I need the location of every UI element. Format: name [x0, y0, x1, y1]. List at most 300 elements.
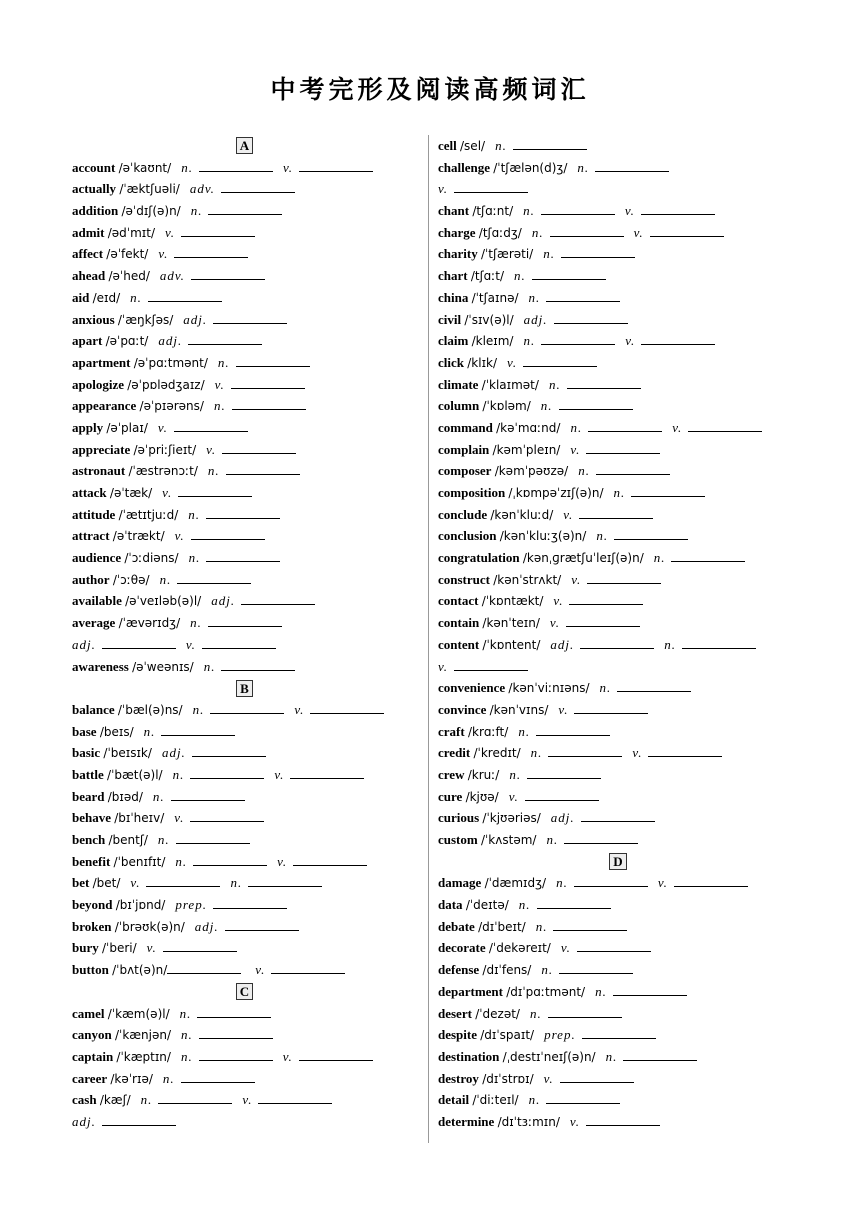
- vocab-word: desert: [438, 1005, 472, 1021]
- vocab-word: chant: [438, 203, 470, 219]
- answer-blank[interactable]: [177, 570, 251, 584]
- vocab-phonetic: /ˈdekəreɪt/: [488, 941, 551, 956]
- vocab-entry: [72, 265, 417, 287]
- answer-blank[interactable]: [176, 830, 250, 844]
- vocab-word: cash: [72, 1092, 97, 1108]
- answer-blank[interactable]: [546, 1090, 620, 1104]
- vocab-word: aid: [72, 289, 90, 305]
- part-of-speech: adj.: [183, 311, 208, 327]
- part-of-speech: adj.: [550, 636, 575, 652]
- answer-blank[interactable]: [674, 873, 748, 887]
- vocab-phonetic: /tʃɑːnt/: [472, 204, 514, 219]
- vocab-phonetic: /ˈætɪtjuːd/: [118, 507, 179, 522]
- part-of-speech: n.: [664, 636, 677, 652]
- vocab-phonetic: /ˌdestɪˈneɪʃ(ə)n/: [502, 1049, 596, 1064]
- vocab-entry: [72, 309, 417, 331]
- vocab-phonetic: /bɪˈheɪv/: [114, 811, 165, 826]
- answer-blank[interactable]: [191, 266, 265, 280]
- answer-blank[interactable]: [299, 1047, 373, 1061]
- vocab-phonetic: /əˈdɪʃ(ə)n/: [121, 204, 181, 219]
- part-of-speech: v.: [563, 506, 574, 522]
- answer-blank[interactable]: [595, 158, 669, 172]
- answer-blank[interactable]: [525, 787, 599, 801]
- vocab-word: debate: [438, 918, 475, 934]
- part-of-speech: v.: [508, 788, 519, 804]
- vocab-word: destroy: [438, 1070, 479, 1086]
- answer-blank[interactable]: [293, 852, 367, 866]
- vocab-phonetic: /bet/: [92, 876, 121, 891]
- answer-blank[interactable]: [181, 223, 255, 237]
- part-of-speech: adv.: [189, 181, 215, 197]
- answer-blank[interactable]: [648, 743, 722, 757]
- vocab-entry: [438, 417, 798, 439]
- vocab-entry: [72, 916, 417, 938]
- vocab-entry: [438, 786, 798, 808]
- part-of-speech: adj.: [194, 918, 219, 934]
- part-of-speech: n.: [528, 1092, 541, 1108]
- answer-blank[interactable]: [210, 700, 284, 714]
- part-of-speech: n.: [543, 246, 555, 262]
- part-of-speech: n.: [605, 1048, 618, 1064]
- vocab-entry: [438, 569, 798, 591]
- answer-blank[interactable]: [167, 960, 241, 974]
- vocab-word: cell: [438, 138, 457, 153]
- answer-blank[interactable]: [582, 1025, 656, 1039]
- part-of-speech: n.: [192, 701, 205, 717]
- vocab-word: click: [438, 354, 464, 370]
- vocab-phonetic: /ˈberi/: [101, 941, 137, 956]
- vocab-word: charity: [438, 246, 478, 262]
- part-of-speech: n.: [162, 1070, 175, 1086]
- vocab-phonetic: /ˈbrəʊk(ə)n/: [114, 919, 185, 934]
- vocab-entry: [438, 243, 798, 265]
- vocab-word: ahead: [72, 268, 106, 284]
- part-of-speech: n.: [548, 376, 561, 392]
- answer-blank[interactable]: [258, 1090, 332, 1104]
- part-of-speech: v.: [569, 1113, 580, 1129]
- answer-blank[interactable]: [225, 917, 299, 931]
- answer-blank[interactable]: [553, 917, 627, 931]
- vocab-entry: [438, 200, 798, 222]
- answer-blank[interactable]: [206, 505, 280, 519]
- answer-blank[interactable]: [541, 201, 615, 215]
- answer-blank[interactable]: [226, 461, 300, 475]
- answer-blank[interactable]: [171, 787, 245, 801]
- answer-blank[interactable]: [221, 179, 295, 193]
- vocab-entry: [438, 178, 798, 200]
- part-of-speech: n.: [230, 875, 243, 891]
- part-of-speech: v.: [543, 1070, 554, 1086]
- answer-blank[interactable]: [290, 765, 364, 779]
- part-of-speech: v.: [507, 354, 518, 370]
- answer-blank[interactable]: [560, 1069, 634, 1083]
- vocab-word: contain: [438, 615, 480, 631]
- part-of-speech: n.: [531, 224, 544, 240]
- vocab-word: destination: [438, 1048, 500, 1064]
- answer-blank[interactable]: [248, 873, 322, 887]
- answer-blank[interactable]: [574, 700, 648, 714]
- answer-blank[interactable]: [532, 266, 606, 280]
- answer-blank[interactable]: [221, 657, 295, 671]
- answer-blank[interactable]: [527, 765, 601, 779]
- vocab-entry: [438, 265, 798, 287]
- vocab-word: apart: [72, 333, 103, 349]
- answer-blank[interactable]: [197, 1004, 271, 1018]
- vocab-phonetic: /kruː/: [467, 767, 500, 782]
- part-of-speech: n.: [175, 853, 188, 869]
- answer-blank[interactable]: [566, 613, 640, 627]
- answer-blank[interactable]: [174, 418, 248, 432]
- answer-blank[interactable]: [213, 895, 287, 909]
- vocab-word: account: [72, 159, 116, 175]
- answer-blank[interactable]: [650, 223, 724, 237]
- answer-blank[interactable]: [102, 635, 176, 649]
- part-of-speech: v.: [185, 636, 196, 652]
- part-of-speech: v.: [672, 419, 683, 435]
- vocab-entry: [438, 525, 798, 547]
- vocab-word: content: [438, 636, 480, 652]
- answer-blank[interactable]: [222, 440, 296, 454]
- vocab-word: attitude: [72, 506, 116, 522]
- vocab-entry: [438, 222, 798, 244]
- answer-blank[interactable]: [561, 244, 635, 258]
- answer-blank[interactable]: [586, 1112, 660, 1126]
- part-of-speech: v.: [438, 181, 449, 197]
- vocab-entry: [72, 1111, 417, 1133]
- vocab-word: despite: [438, 1027, 477, 1043]
- vocab-phonetic: /ˈdeɪtə/: [465, 898, 509, 913]
- vocab-phonetic: /ˈdæmɪdʒ/: [484, 876, 547, 891]
- vocab-word: base: [72, 723, 97, 739]
- vocab-entry: [438, 1111, 798, 1133]
- vocab-entry: [438, 634, 798, 656]
- vocab-word: audience: [72, 550, 122, 566]
- answer-blank[interactable]: [199, 1047, 273, 1061]
- vocab-phonetic: /ˈævərɪdʒ/: [118, 616, 181, 631]
- answer-blank[interactable]: [454, 657, 528, 671]
- answer-blank[interactable]: [146, 873, 220, 887]
- part-of-speech: n.: [217, 354, 230, 370]
- vocab-entry: [438, 807, 798, 829]
- vocab-word: button: [72, 962, 109, 978]
- vocab-word: custom: [438, 832, 478, 847]
- answer-blank[interactable]: [613, 982, 687, 996]
- vocab-entry: [438, 1046, 798, 1068]
- answer-blank[interactable]: [586, 440, 660, 454]
- vocab-phonetic: /bɪˈjɒnd/: [115, 898, 166, 913]
- vocab-entry: [72, 786, 417, 808]
- vocab-word: damage: [438, 875, 482, 891]
- part-of-speech: v.: [549, 615, 560, 631]
- vocab-phonetic: /ədˈmɪt/: [107, 225, 155, 240]
- part-of-speech: n.: [613, 485, 626, 500]
- part-of-speech: n.: [653, 550, 666, 566]
- answer-blank[interactable]: [299, 158, 373, 172]
- answer-blank[interactable]: [567, 375, 641, 389]
- vocab-phonetic: /kəmˈpleɪn/: [492, 442, 561, 457]
- answer-blank[interactable]: [231, 375, 305, 389]
- part-of-speech: v.: [633, 224, 644, 240]
- answer-blank[interactable]: [190, 765, 264, 779]
- vocab-entry: [72, 157, 417, 179]
- answer-blank[interactable]: [574, 873, 648, 887]
- part-of-speech: n.: [179, 1005, 192, 1021]
- vocab-entry: [72, 330, 417, 352]
- part-of-speech: v.: [174, 528, 185, 544]
- vocab-phonetic: /ˈtʃælən(d)ʒ/: [493, 160, 568, 175]
- vocab-word: column: [438, 398, 480, 414]
- answer-blank[interactable]: [671, 548, 745, 562]
- vocab-entry: [72, 721, 417, 743]
- vocab-entry: [72, 937, 417, 959]
- part-of-speech: v.: [570, 441, 581, 457]
- vocab-word: craft: [438, 723, 465, 739]
- answer-blank[interactable]: [537, 895, 611, 909]
- section-header: [72, 135, 417, 157]
- vocab-entry: [438, 374, 798, 396]
- part-of-speech: v.: [571, 571, 582, 587]
- vocab-word: curious: [438, 810, 480, 826]
- vocab-word: conclusion: [438, 528, 497, 544]
- vocab-phonetic: /kleɪm/: [471, 334, 514, 349]
- vocab-word: awareness: [72, 658, 129, 674]
- answer-blank[interactable]: [641, 331, 715, 345]
- part-of-speech: n.: [596, 528, 609, 544]
- part-of-speech: prep.: [544, 1027, 576, 1043]
- answer-blank[interactable]: [191, 526, 265, 540]
- vocab-phonetic: /ˈtʃaɪnə/: [471, 290, 519, 305]
- answer-blank[interactable]: [631, 483, 705, 497]
- part-of-speech: adj.: [72, 1113, 96, 1129]
- vocab-phonetic: /bɪəd/: [107, 789, 143, 804]
- answer-blank[interactable]: [523, 353, 597, 367]
- vocab-phonetic: /ˈkɒntækt/: [481, 594, 544, 609]
- page-title: 中考完形及阅读高频词汇: [270, 77, 590, 104]
- answer-blank[interactable]: [617, 678, 691, 692]
- vocab-phonetic: /kənˈviːnɪəns/: [508, 681, 590, 696]
- vocab-entry: [72, 829, 417, 851]
- part-of-speech: v.: [632, 745, 643, 761]
- vocab-word: charge: [438, 224, 476, 240]
- part-of-speech: v.: [242, 1092, 253, 1108]
- vocab-entry: [72, 439, 417, 461]
- part-of-speech: adv.: [159, 268, 185, 284]
- answer-blank[interactable]: [148, 288, 222, 302]
- answer-blank[interactable]: [536, 722, 610, 736]
- answer-blank[interactable]: [178, 483, 252, 497]
- vocab-word: congratulation: [438, 550, 520, 566]
- answer-blank[interactable]: [688, 418, 762, 432]
- answer-blank[interactable]: [236, 353, 310, 367]
- vocab-entry: [72, 525, 417, 547]
- answer-blank[interactable]: [546, 288, 620, 302]
- answer-blank[interactable]: [310, 700, 384, 714]
- answer-blank[interactable]: [541, 331, 615, 345]
- answer-blank[interactable]: [158, 1090, 232, 1104]
- part-of-speech: v.: [162, 485, 173, 500]
- answer-blank[interactable]: [202, 635, 276, 649]
- part-of-speech: n.: [599, 680, 612, 696]
- vocab-entry: [438, 460, 798, 482]
- vocab-phonetic: /əˈpriːʃieɪt/: [133, 442, 197, 457]
- part-of-speech: n.: [541, 962, 554, 978]
- vocab-phonetic: /ˈdezət/: [475, 1006, 520, 1021]
- vocab-phonetic: /əˈplaɪ/: [106, 420, 148, 435]
- vocab-entry: [72, 569, 417, 591]
- vocab-phonetic: /kənˈteɪn/: [482, 616, 540, 631]
- answer-blank[interactable]: [577, 938, 651, 952]
- answer-blank[interactable]: [199, 1025, 273, 1039]
- answer-blank[interactable]: [682, 635, 756, 649]
- vocab-phonetic: /əˈtrækt/: [112, 529, 165, 544]
- answer-blank[interactable]: [550, 223, 624, 237]
- part-of-speech: prep.: [175, 897, 207, 913]
- vocab-entry: [72, 482, 417, 504]
- part-of-speech: v.: [130, 875, 141, 891]
- vocab-word: beard: [72, 788, 105, 804]
- vocab-entry: [438, 135, 798, 157]
- answer-blank[interactable]: [596, 461, 670, 475]
- vocab-phonetic: /ˌkɒmpəˈzɪʃ(ə)n/: [508, 486, 604, 500]
- part-of-speech: n.: [495, 138, 507, 153]
- answer-blank[interactable]: [559, 960, 633, 974]
- part-of-speech: n.: [130, 289, 142, 305]
- answer-blank[interactable]: [206, 548, 280, 562]
- vocab-entry: [72, 807, 417, 829]
- vocab-phonetic: /əˈkaʊnt/: [118, 160, 172, 175]
- vocab-phonetic: /dɪˈfens/: [482, 963, 532, 978]
- answer-blank[interactable]: [588, 418, 662, 432]
- vocab-entry: [438, 959, 798, 981]
- answer-blank[interactable]: [181, 1069, 255, 1083]
- answer-blank[interactable]: [581, 808, 655, 822]
- vocab-entry: [438, 395, 798, 417]
- part-of-speech: n.: [207, 463, 220, 479]
- vocab-phonetic: /əˈweənɪs/: [132, 659, 194, 674]
- vocab-word: command: [438, 419, 493, 435]
- vocab-phonetic: /əˈveɪləb(ə)l/: [125, 594, 202, 609]
- answer-blank[interactable]: [174, 244, 248, 258]
- part-of-speech: n.: [181, 159, 193, 175]
- part-of-speech: v.: [157, 419, 168, 435]
- answer-blank[interactable]: [213, 310, 287, 324]
- answer-blank[interactable]: [641, 201, 715, 215]
- answer-blank[interactable]: [241, 591, 315, 605]
- vocab-entry: [438, 937, 798, 959]
- vocab-phonetic: /kənˈstrʌkt/: [493, 572, 562, 587]
- answer-blank[interactable]: [587, 570, 661, 584]
- vocab-entry: [72, 872, 417, 894]
- answer-blank[interactable]: [232, 396, 306, 410]
- vocab-entry: [438, 1068, 798, 1090]
- part-of-speech: n.: [578, 463, 590, 479]
- vocab-phonetic: /kənˌɡrætʃuˈleɪʃ(ə)n/: [522, 551, 644, 566]
- part-of-speech: v.: [625, 333, 636, 349]
- part-of-speech: v.: [255, 962, 266, 978]
- vocab-word: crew: [438, 766, 465, 782]
- part-of-speech: v.: [214, 376, 225, 392]
- answer-blank[interactable]: [188, 331, 262, 345]
- answer-blank[interactable]: [192, 743, 266, 757]
- vocab-phonetic: /tʃɑːdʒ/: [478, 225, 522, 240]
- vocab-word: captain: [72, 1048, 114, 1064]
- answer-blank[interactable]: [208, 613, 282, 627]
- vocab-word: broken: [72, 918, 112, 934]
- vocab-entry: [438, 547, 798, 569]
- vocab-word: climate: [438, 376, 479, 392]
- vocab-entry: [72, 504, 417, 526]
- answer-blank[interactable]: [569, 591, 643, 605]
- answer-blank[interactable]: [102, 1112, 176, 1126]
- part-of-speech: adj.: [523, 311, 548, 327]
- answer-blank[interactable]: [454, 179, 528, 193]
- vocab-entry: [72, 352, 417, 374]
- column-divider: [428, 135, 429, 1143]
- answer-blank[interactable]: [161, 722, 235, 736]
- vocab-phonetic: /krɑːft/: [467, 724, 509, 739]
- vocab-word: bet: [72, 875, 90, 891]
- part-of-speech: n.: [190, 203, 203, 219]
- left-column: [72, 135, 417, 1133]
- vocab-word: defense: [438, 962, 480, 978]
- vocab-word: composer: [438, 463, 492, 479]
- vocab-word: affect: [72, 246, 104, 262]
- vocab-phonetic: /ˈdiːteɪl/: [472, 1093, 519, 1108]
- vocab-word: contact: [438, 593, 479, 609]
- part-of-speech: n.: [523, 333, 536, 349]
- vocab-word: cure: [438, 788, 463, 804]
- part-of-speech: n.: [595, 983, 607, 999]
- right-column: [438, 135, 798, 1133]
- vocab-phonetic: /əˈpɑːtmənt/: [133, 355, 208, 370]
- answer-blank[interactable]: [513, 136, 587, 150]
- vocab-word: complain: [438, 441, 490, 457]
- part-of-speech: n.: [518, 897, 531, 913]
- answer-blank[interactable]: [580, 635, 654, 649]
- vocab-phonetic: /ˈkɒntent/: [482, 637, 541, 652]
- answer-blank[interactable]: [614, 526, 688, 540]
- vocab-word: author: [72, 571, 110, 587]
- answer-blank[interactable]: [208, 201, 282, 215]
- answer-blank[interactable]: [623, 1047, 697, 1061]
- part-of-speech: n.: [523, 203, 535, 219]
- answer-blank[interactable]: [548, 743, 622, 757]
- answer-blank[interactable]: [564, 830, 638, 844]
- vocab-phonetic: /dɪˈtɜːmɪn/: [497, 1114, 560, 1129]
- answer-blank[interactable]: [559, 396, 633, 410]
- vocab-entry: [72, 200, 417, 222]
- answer-blank[interactable]: [190, 808, 264, 822]
- answer-blank[interactable]: [548, 1004, 622, 1018]
- vocab-word: composition: [438, 485, 506, 500]
- vocab-word: apply: [72, 419, 104, 435]
- part-of-speech: n.: [570, 419, 583, 435]
- vocab-word: basic: [72, 745, 101, 761]
- answer-blank[interactable]: [579, 505, 653, 519]
- answer-blank[interactable]: [193, 852, 267, 866]
- vocab-phonetic: /ˈkjʊəriəs/: [482, 811, 541, 826]
- answer-blank[interactable]: [554, 310, 628, 324]
- part-of-speech: v.: [294, 701, 305, 717]
- answer-blank[interactable]: [199, 158, 273, 172]
- answer-blank[interactable]: [271, 960, 345, 974]
- vocab-phonetic: /ˈbeɪsɪk/: [103, 746, 152, 761]
- vocab-word: department: [438, 983, 503, 999]
- vocab-word: average: [72, 615, 116, 631]
- answer-blank[interactable]: [163, 938, 237, 952]
- section-letter: A: [236, 137, 253, 154]
- vocab-phonetic: /dɪˈbeɪt/: [478, 919, 526, 934]
